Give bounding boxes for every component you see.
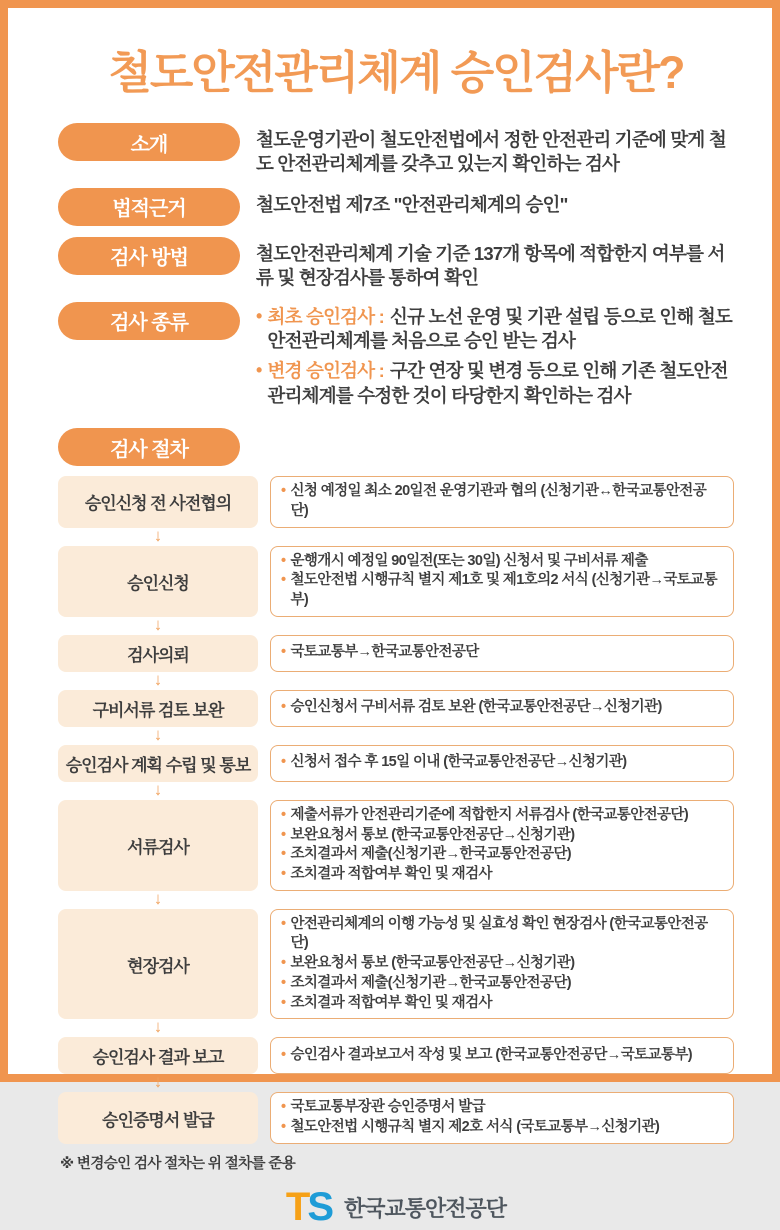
flow-step-detail [270, 745, 734, 782]
bullet-dot-icon: • [281, 572, 286, 589]
section-legal-basis-text: 철도안전법 제7조 "안전관리체계의 승인" [256, 193, 568, 215]
bullet-item [281, 552, 723, 572]
bullet-text: 조치결과 적합여부 확인 및 재검사 [290, 994, 492, 1011]
bullet-text: 신청서 접수 후 15일 이내 (한국교통안전공단→신청기관) [290, 754, 627, 771]
flow-step-detail [270, 1092, 734, 1143]
type-item-initial [256, 305, 734, 354]
bullet-item [281, 1118, 723, 1138]
flow-arrow [58, 779, 258, 800]
bullet-item [281, 994, 723, 1014]
bullet-item [281, 753, 723, 773]
flow-step-preconsult [58, 476, 734, 527]
bullet-item [281, 571, 723, 610]
bullet-text: 승인신청서 구비서류 검토 보완 (한국교통안전공단→신청기관) [290, 699, 662, 716]
flow-step-label: 승인검사 결과 보고 [58, 1037, 258, 1074]
section-method [58, 237, 734, 291]
flow-step-result-report [58, 1037, 734, 1074]
down-arrow-icon: ↓ [153, 1017, 163, 1037]
bullet-dot-icon: • [281, 866, 286, 882]
bullet-text: 조치결과서 제출(신청기관→한국교통안전공단) [290, 974, 572, 991]
bullet-item [281, 698, 723, 718]
down-arrow-icon: ↓ [153, 525, 163, 545]
section-intro-pill: 소개 [58, 123, 240, 161]
bullet-item [281, 845, 723, 865]
bullet-text: 안전관리체계의 이행 가능성 및 실효성 확인 현장검사 (한국교통안전공단) [290, 915, 708, 952]
bullet-text: 철도안전법 시행규칙 별지 제1호 및 제1호의2 서식 (신청기관→국토교통부) [290, 572, 717, 609]
bullet-dot-icon: • [281, 806, 286, 823]
flow-step-detail [270, 800, 734, 891]
footer [58, 1185, 734, 1230]
flow-step-label: 승인검사 계획 수립 및 통보 [58, 745, 258, 782]
flow-arrow [58, 724, 258, 745]
bullet-item [281, 826, 723, 846]
down-arrow-icon: ↓ [153, 1072, 163, 1092]
bullet-text: 철도안전법 시행규칙 별지 제2호 서식 (국토교통부→신청기관) [290, 1119, 660, 1136]
flow-step-request [58, 635, 734, 672]
flow-step-apply [58, 546, 734, 617]
footnote: ※ 변경승인 검사 절차는 위 절차를 준용 [60, 1155, 296, 1172]
page-title: 철도안전관리체계 승인검사란? [108, 47, 684, 98]
flow-step-certificate-issue [58, 1092, 734, 1143]
section-types [58, 302, 734, 415]
down-arrow-icon: ↓ [153, 724, 163, 744]
flow-arrow [58, 1074, 258, 1092]
ts-logo-icon [286, 1185, 334, 1230]
bullet-item [281, 806, 723, 826]
down-arrow-icon: ↓ [153, 669, 163, 689]
bullet-dot-icon: • [256, 305, 262, 326]
bullet-dot-icon: • [281, 974, 286, 991]
bullet-text: 운행개시 예정일 90일전(또는 30일) 신청서 및 구비서류 제출 [290, 552, 648, 569]
ts-logo-t: T [285, 1184, 308, 1229]
section-method-pill: 검사 방법 [58, 237, 240, 275]
type-item-change [256, 359, 734, 408]
section-types-pill: 검사 종류 [58, 302, 240, 340]
bullet-item [281, 915, 723, 954]
bullet-text: 조치결과서 제출(신청기관→한국교통안전공단) [290, 846, 572, 863]
bullet-item [281, 865, 723, 885]
section-procedure-header [58, 428, 734, 466]
bullet-dot-icon: • [281, 846, 286, 863]
bullet-dot-icon: • [281, 754, 286, 771]
section-intro-text: 철도운영기관이 철도안전법에서 정한 안전관리 기준에 맞게 철도 안전관리체계를 갖추고 있는지 확인하는 검사 [256, 129, 726, 175]
flow-arrow [58, 1019, 258, 1037]
down-arrow-icon: ↓ [153, 888, 163, 908]
bullet-dot-icon: • [281, 699, 286, 716]
bullet-text: 조치결과 적합여부 확인 및 재검사 [290, 866, 492, 882]
bullet-text: 보완요청서 통보 (한국교통안전공단→신청기관) [290, 955, 575, 972]
type-item-text [268, 305, 734, 354]
bullet-dot-icon: • [281, 915, 286, 932]
flow-step-detail [270, 1037, 734, 1074]
bullet-dot-icon: • [281, 1119, 286, 1136]
down-arrow-icon: ↓ [153, 779, 163, 799]
flow-arrow [58, 888, 258, 909]
bullet-dot-icon: • [281, 826, 286, 843]
section-intro [58, 123, 734, 177]
flow-step-doc-review [58, 690, 734, 727]
flow-step-document-inspection [58, 800, 734, 891]
bullet-text: 국토교통부장관 승인증명서 발급 [290, 1099, 486, 1116]
bullet-item [281, 954, 723, 974]
bullet-text: 신청 예정일 최소 20일전 운영기관과 협의 (신청기관↔한국교통안전공단) [290, 483, 707, 519]
flow-step-label: 승인신청 [58, 546, 258, 617]
bullet-dot-icon: • [256, 360, 262, 381]
bullet-item [281, 974, 723, 994]
section-legal-basis-pill: 법적근거 [58, 188, 240, 226]
flow-step-label: 현장검사 [58, 909, 258, 1020]
ts-logo-s: S [307, 1184, 335, 1229]
flow-step-label: 승인신청 전 사전협의 [58, 476, 258, 527]
down-arrow-icon: ↓ [153, 614, 163, 634]
type-item-lead: 최초 승인검사 : [267, 305, 384, 327]
flow-arrow [58, 669, 258, 690]
type-item-lead: 변경 승인검사 : [267, 360, 384, 382]
section-types-list [240, 302, 734, 415]
bullet-dot-icon: • [281, 483, 286, 500]
bullet-item [281, 643, 723, 663]
flow-step-detail [270, 476, 734, 527]
section-procedure-pill: 검사 절차 [58, 428, 240, 466]
bullet-text: 국토교통부→한국교통안전공단 [290, 644, 479, 661]
type-item-text [268, 359, 734, 408]
flow-step-label: 구비서류 검토 보완 [58, 690, 258, 727]
bullet-item [281, 1098, 723, 1118]
flow-step-label: 검사의뢰 [58, 635, 258, 672]
flow-step-detail [270, 546, 734, 617]
bullet-dot-icon: • [281, 1046, 286, 1063]
bullet-dot-icon: • [281, 644, 286, 661]
bullet-text: 승인검사 결과보고서 작성 및 보고 (한국교통안전공단→국토교통부) [290, 1046, 692, 1063]
flow-step-detail [270, 909, 734, 1020]
bullet-dot-icon: • [281, 1099, 286, 1116]
flow-step-detail [270, 690, 734, 727]
section-method-text: 철도안전관리체계 기술 기준 137개 항목에 적합한지 여부를 서류 및 현장검사를 통하여 확인 [256, 242, 725, 289]
flow-step-label: 승인증명서 발급 [58, 1092, 258, 1143]
bullet-text: 제출서류가 안전관리기준에 적합한지 서류검사 (한국교통안전공단) [290, 806, 689, 823]
flow-step-label: 서류검사 [58, 800, 258, 891]
bullet-dot-icon: • [281, 994, 286, 1011]
flow-step-plan-notify [58, 745, 734, 782]
bullet-text: 보완요청서 통보 (한국교통안전공단→신청기관) [290, 826, 575, 843]
type-item-rest: 구간 연장 및 변경 등으로 인해 기존 철도안전 관리체계를 수정한 것이 타당한지 확인하는 검사 [267, 360, 728, 406]
bullet-dot-icon: • [281, 552, 286, 569]
flow-step-field-inspection [58, 909, 734, 1020]
footer-org-name: 한국교통안전공단 [344, 1195, 507, 1221]
type-item-rest: 신규 노선 운영 및 기관 설립 등으로 인해 철도 안전관리체계를 처음으로 승인 받는 검사 [267, 305, 732, 352]
flow-arrow [58, 525, 258, 546]
section-legal-basis [58, 188, 734, 226]
flow-step-detail [270, 635, 734, 672]
bullet-item [281, 482, 723, 521]
bullet-dot-icon: • [281, 955, 286, 972]
flow-arrow [58, 614, 258, 635]
bullet-item [281, 1046, 723, 1066]
